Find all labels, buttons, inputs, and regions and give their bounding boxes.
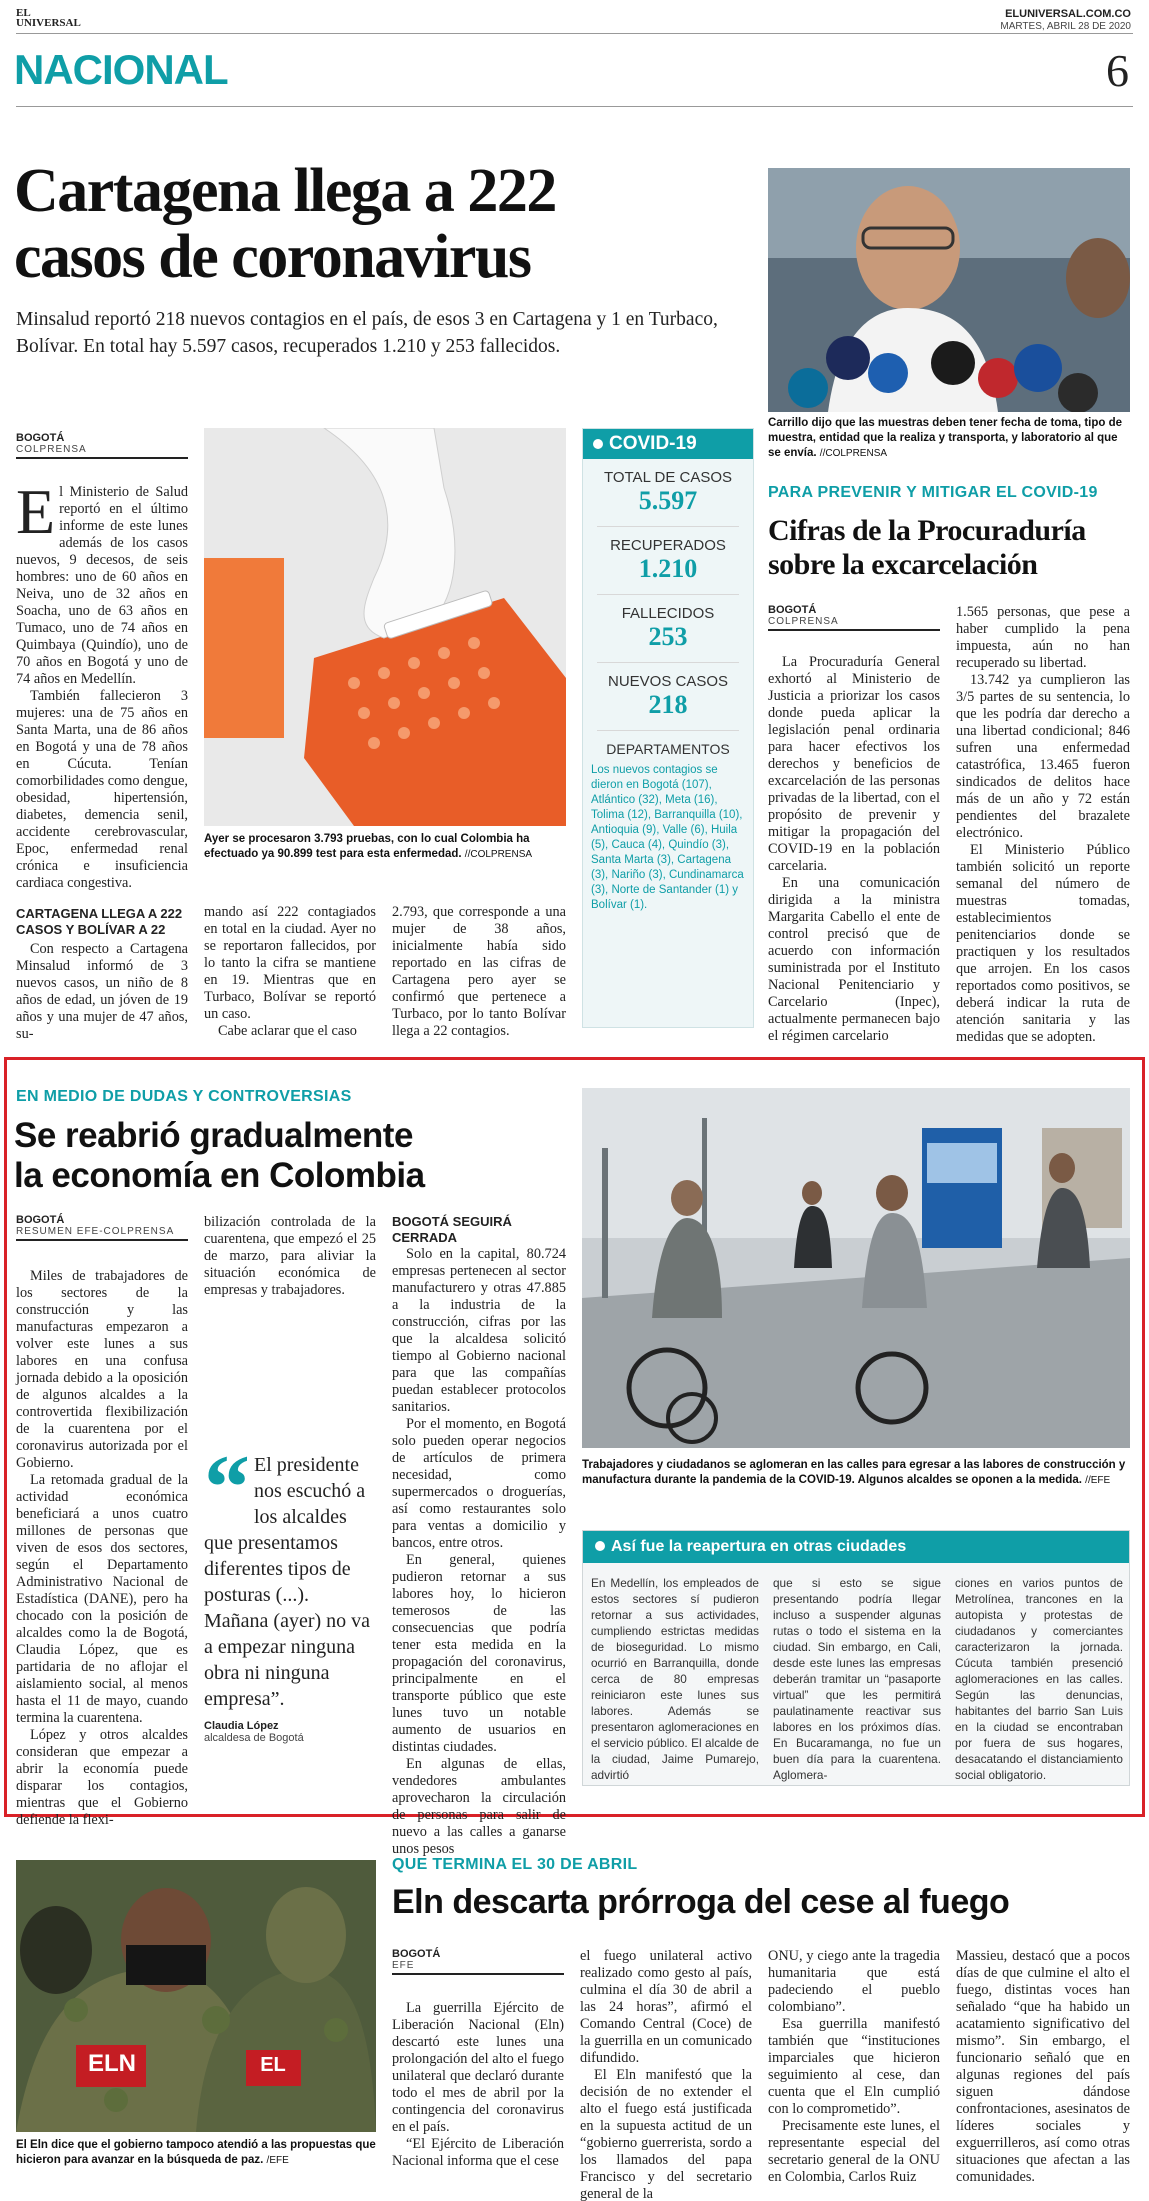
sidebar-col3: ciones en varios puntos de Metrolínea, trancones en la autopista y protestas de ciudadanos y comerciantes caracterizaron la jornada. Cúcuta también presenció aglomeraciones en las calles. Según las denuncias, habitantes del barrio San Luis en la ciudad se encontraban por fuera de sus hogares, desacatando el distanciamiento social obligatorio.: [955, 1576, 1123, 1782]
eln-photo: [16, 1860, 376, 2132]
cyclists-caption: Trabajadores y ciudadanos se aglomeran en las calles para egresar a las labores de construcción y manufactura durante la pandemia de la COVID-19. Algunos alcaldes se oponen a la medida. //EFE: [582, 1459, 1126, 1486]
total-cases-value: 5.597: [638, 486, 698, 515]
carrillo-caption: Carrillo dijo que las muestras deben tener fecha de toma, tipo de muestra, entidad que la realiza y transporta, y laboratorio al que se envía. //COLPRENSA: [768, 417, 1123, 459]
recovered-value: 1.210: [638, 554, 698, 583]
covid-stats-box: [582, 428, 754, 1028]
bullet-icon: [595, 1541, 605, 1551]
economy-kicker: EN MEDIO DE DUDAS Y CONTROVERSIAS: [16, 1088, 352, 1105]
site-url: ELUNIVERSAL.COM.CO: [1005, 8, 1131, 20]
economy-pull-quote: “ El presidente nos escuchó a los alcaldes que presentamos diferentes tipos de posturas (...). Mañana (ayer) no va a empezar ninguna obra ni ninguna empresa”. Claudia López alcaldesa de Bogotá: [204, 1452, 376, 1744]
eln-col2: el fuego unilateral activo realizado como gesto al país, culmina el día 30 de abril a las 24 horas”, afirmó el Comando Central (Coce) de la guerrilla en un comunicado difundido. El Eln manifestó que la decisión de no extender el alto el fuego está justificada en la supuesta actitud de un “gobierno guerrerista, sordo a los llamados del papa Francisco y del secretario general de la: [580, 1948, 752, 2201]
economy-col3: BOGOTÁ SEGUIRÁ CERRADA Solo en la capital, 80.724 empresas pertenecen al sector manufacturero y otras 47.885 a la industria de la construcción, cifras por las que la alcaldesa solicitó tiempo al Gobierno nacional para que las compañías puedan establecer protocolos sanitarios. Por el momento, en Bogotá solo pueden operar negocios de artículos de primera necesidad, como supermercados o droguerías, así como restaurantes solo para ventas a domicilio y bancos, entre otros. En general, quienes pudieron retornar a sus labores hoy, lo hicieron temerosos de las consecuencias que podría tener esta medida en la propagación del coronavirus, principalmente en el transporte público que este lunes tuvo un notable aumento de usuarios en distintas ciudades. En algunas de ellas, vendedores ambulantes aprovecharon la circulación de personas para salir de nuevo a las calles a ganarse unos pesos: [392, 1214, 566, 1857]
quote-author: Claudia López: [204, 1720, 279, 1732]
main-headline: Cartagena llega a 222 casos de coronavirus: [14, 157, 556, 291]
eln-col1: La guerrilla Ejército de Liberación Nacional (Eln) descartó este lunes una prolongación del alto el fuego unilateral que declaró durante todo el mes de abril por la contingencia del coronavirus en el país. “El Ejército de Liberación Nacional informa que el cese: [392, 2000, 564, 2169]
new-cases-label: NUEVOS CASOS: [607, 673, 729, 690]
masthead: [16, 6, 1133, 34]
economy-subhead: BOGOTÁ SEGUIRÁ CERRADA: [392, 1214, 512, 1245]
economy-headline: Se reabrió gradualmente la economía en Colombia: [14, 1116, 425, 1195]
reopening-sidebar: [582, 1530, 1130, 1786]
carrillo-photo: [768, 168, 1130, 412]
recovered-label: RECUPERADOS: [610, 537, 726, 554]
departments-label: DEPARTAMENTOS: [606, 741, 730, 757]
cyclists-photo: [582, 1088, 1130, 1448]
eln-photo-caption: El Eln dice que el gobierno tampoco atendió a las propuestas que hicieron para avanzar en la búsqueda de paz. /EFE: [16, 2139, 376, 2166]
covid-box-header: COVID-19: [583, 429, 753, 459]
section-rule: [16, 106, 1133, 107]
issue-date: MARTES, ABRIL 28 DE 2020: [1000, 21, 1131, 32]
new-cases-value: 218: [648, 690, 688, 719]
main-subhead: CARTAGENA LLEGA A 222 CASOS Y BOLÍVAR A 22: [16, 906, 183, 937]
eln-byline: BOGOTÁ EFE: [392, 1948, 564, 1975]
deaths-value: 253: [648, 622, 688, 651]
economy-col2: bilización controlada de la cuarentena, que empezó el 25 de marzo, para aliviar la situación económica de empresas y trabajadores.: [204, 1214, 376, 1298]
main-deck: Minsalud reportó 218 nuevos contagios en el país, de esos 3 en Cartagena y 1 en Turbaco, Bolívar. En total hay 5.597 casos, recuperados 1.210 y 253 fallecidos.: [16, 309, 718, 357]
armband-label: ELN: [88, 2050, 136, 2077]
procuraduria-byline: BOGOTÁ COLPRENSA: [768, 604, 940, 631]
eln-headline: Eln descarta prórroga del cese al fuego: [392, 1883, 1010, 1921]
main-col1-lower: CARTAGENA LLEGA A 222 CASOS Y BOLÍVAR A 22 Con respecto a Cartagena Minsalud informó de 3 nuevos casos, un niño de 8 años de edad, un jóven de 19 años y una mujer de 47 años, su-: [16, 906, 188, 1042]
total-cases-label: TOTAL DE CASOS: [603, 469, 733, 486]
main-col2: mando así 222 contagiados en total en la ciudad. Ayer no se reportaron fallecidos, por lo tanto la cifra se mantiene en 19. Mientras que en Turbaco, Bolívar se reportó un caso. Cabe aclarar que el caso: [204, 904, 376, 1039]
eln-photo-illustration: [16, 1860, 376, 2132]
procuraduria-kicker: PARA PREVENIR Y MITIGAR EL COVID-19: [768, 484, 1098, 501]
page-number: 6: [1106, 45, 1129, 96]
sidebar-col1: En Medellín, los empleados de estos sectores sí pudieron retornar a sus actividades, cumpliendo estrictas medidas de bioseguridad. Lo mismo ocurrió en Barranquilla, donde cerca de 80 empresas reiniciaron este lunes sus labores. Además se presentaron aglomeraciones en el servicio público. El alcalde de la ciudad, Jaime Pumarejo, advirtió: [591, 1576, 759, 1782]
eln-col4: Massieu, destacó que a pocos días de que culmine el alto el fuego, distintas voces han señalado “que ha habido un acatamiento significativo del mismo”. Sin embargo, el funcionario señaló que en algunas regiones del país siguen dándose confrontaciones, asesinatos de líderes sociales y exguerrilleros, así como otras situaciones que afectan a las comunidades.: [956, 1948, 1130, 2185]
main-col1: El Ministerio de Salud reportó en el último informe de este lunes además de los casos nuevos, 9 decesos, de seis hombres: uno de 60 años en Neiva, uno de 32 años en Soacha, uno de 63 años en Tumaco, uno de 74 años en Quimbaya (Quindío), uno de 70 años en Bogotá y uno de 74 años en Medellín. También fallecieron 3 mujeres: una de 75 años en Santa Marta, una de 86 años en Bogotá y una de 78 años en Cúcuta. Tenían comorbilidades como dengue, obesidad, hipertensión, diabetes, demencia senil, accidente cerebrovascular, Epoc, enfermedad renal crónica e insuficiencia cardiaca congestiva.: [16, 476, 188, 891]
economy-byline: BOGOTÁ RESUMEN EFE-COLPRENSA: [16, 1214, 188, 1241]
lab-photo: [204, 428, 566, 826]
quote-mark-icon: “: [204, 1436, 250, 1538]
deaths-label: FALLECIDOS: [621, 605, 715, 622]
main-byline: BOGOTÁ COLPRENSA: [16, 432, 188, 459]
quote-role: alcaldesa de Bogotá: [204, 1732, 304, 1744]
procuraduria-col2: 1.565 personas, que pese a haber cumplido la pena impuesta, aún no han recuperado su libertad. 13.742 ya cumplieron las 3/5 partes de su sentencia, lo que les podría dar derecho a una libertad condicional; 846 sufren una enfermedad catastrófica, 13.465 fueron sindicados de delitos hace más de un año y 72 están pendientes del brazalete electrónico. El Ministerio Público también solicitó un reporte semanal del número de muestras tomadas, establecimientos penitenciarios donde se practiquen y los resultados que arrojen. En los casos reportados como positivos, se deberá indicar la ruta de atención sanitaria y las medidas que se adopten.: [956, 604, 1130, 1045]
eln-kicker: QUE TERMINA EL 30 DE ABRIL: [392, 1856, 638, 1873]
main-col3: 2.793, que corresponde a una mujer de 38 años, inicialmente había sido reportado en las cifras de Cartagena pero ayer se confirmó que pertenece a Turbaco, por lo tanto Bolívar llega a 22 contagios.: [392, 904, 566, 1039]
lab-photo-illustration: [204, 428, 566, 826]
section-title: NACIONAL: [14, 46, 228, 93]
procuraduria-col1: La Procuraduría General exhortó al Ministerio de Justicia a priorizar los casos donde pueda aplicar la legislación penal ordinaria para hacer efectivos los derechos y beneficios de excarcelación de las personas privadas de la libertad, con el propósito de prevenir y mitigar la propagación del COVID-19 en la población carcelaria. En una comunicación dirigida a la ministra Margarita Cabello el ente de control precisó que de acuerdo con información suministrada por el Instituto Nacional Penitenciario y Carcelario (Inpec), actualmente permanecen bajo el régimen carcelario: [768, 654, 940, 1044]
armband-label-2: EL: [260, 2054, 286, 2076]
procuraduria-headline: Cifras de la Procuraduría sobre la excarcelación: [768, 514, 1086, 581]
bullet-icon: [593, 439, 603, 449]
sidebar-col2: que si esto se sigue presentando podría llegar incluso a suspender algunas rutas o todo el sistema en la ciudad. Sin embargo, en Cali, desde este lunes las empresas deberán tramitar un “pasaporte virtual” que les permitirá paulatinamente reactivar sus labores en los próximos días. En Bucaramanga, no fue un buen día para la cuarentena. Aglomera-: [773, 1576, 941, 1782]
lab-photo-caption: Ayer se procesaron 3.793 pruebas, con lo cual Colombia ha efectuado ya 90.899 test para esta enfermedad. //COLPRENSA: [204, 833, 533, 860]
economy-col1: Miles de trabajadores de los sectores de la construcción y las manufacturas empezaron a volver este lunes a sus labores en una confusa jornada debido a la oposición de algunos alcaldes a la controvertida flexibilización de la cuarentena por el coronavirus autorizada por el Gobierno. La retomada gradual de la actividad económica beneficiará a unos cuatro millones de personas que viven de esos dos sectores, según el Departamento Administrativo Nacional de Estadística (DANE), pero ha chocado con la posición de alcaldes como la de Bogotá, Claudia López, que es partidaria de no aflojar el aislamiento social, al menos hasta el 11 de mayo, cuando termina la cuarentena. López y otros alcaldes consideran que empezar a abrir la economía puede disparar los contagios, mientras que el Gobierno defiende la flexi-: [16, 1268, 188, 1828]
drop-cap: E: [16, 476, 56, 547]
newspaper-logo: EL UNIVERSAL: [16, 7, 81, 29]
carrillo-photo-illustration: [768, 168, 1130, 412]
sidebar-header: Así fue la reapertura en otras ciudades: [583, 1531, 1129, 1563]
eln-col3: ONU, y ciego ante la tragedia humanitaria que está padeciendo el pueblo colombiano”. Esa guerrilla manifestó también que “instituciones imparciales que hicieron seguimiento al cese, dan cuenta que el Eln cumplió con lo comprometido”. Precisamente este lunes, el representante especial del secretario general de la ONU en Colombia, Carlos Ruiz: [768, 1948, 940, 2185]
cyclists-photo-illustration: [582, 1088, 1130, 1448]
departments-text: Los nuevos contagios se dieron en Bogotá (107), Atlántico (32), Meta (16), Tolima (12), Barranquilla (10), Antioquia (9), Valle (6), Huila (5), Cauca (4), Quindío (3), Santa Marta (3), Cartagena (3), Nariño (3), Cundinamarca (3), Norte de Santander (1) y Bolívar (1).: [591, 764, 744, 911]
